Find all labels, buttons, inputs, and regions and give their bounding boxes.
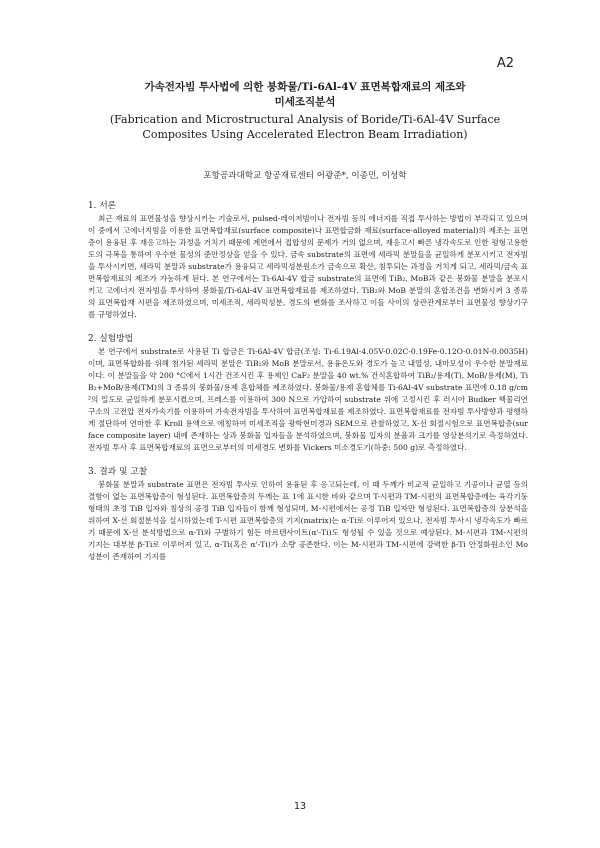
section-heading: 2. 실험방법 (88, 334, 134, 344)
section-heading: 1. 서론 (88, 201, 117, 211)
section-paragraph: 본 연구에서 substrate로 사용된 Ti 합금은 Ti-6Al-4V 합금(조성: Ti-6.19Al-4.05V-0.02C-0.19Fe-0.12O-0.01N-0.0035H)이며, 표면복합화를 위해 첨가된 세라믹 분말은 TiB₂와 MoB 분말로서, 용융온도와 경도가 높고 내열성, 내마모성이 우수한 분말재료이다. 이 분말들을 약 200 °C에서 1시간 건조시킨 후 용제인 CaF₂ 분말을 40 wt.% 건식혼합하여 TiB₂/용제(T), MoB/용제(M), TiB₂+MoB/용제(TM)의 3 종류의 붕화물/용제 혼합체를 제조하였다. 붕화물/용제 혼합체를 Ti-6Al-4V substrate 표면에 0.18 g/cm²의 밀도로 균일하게 분포시켰으며, 프레스를 이용하여 300 N으로 가압하여 substrate 위에 고정시킨 후 러시아 Budker 핵물리연구소의 고전압 전자가속기를 이용하여 가속전자빔을 투사하여 표면복합재료를 제조하였다. 표면복합재료를 전자빔 투사방향과 평행하게 절단하여 연마한 후 Kroll 용액으로 에칭하여 미세조직을 광학현미경과 SEM으로 관찰하였고, X-선 회절시험으로 표면복합층(surface composite layer) 내에 존재하는 상과 붕화물 입자들을 분석하였으며, 붕화물 입자의 분율과 크기를 영상분석기로 측정하였다. 전자빔 투사 후 표면복합재료의 표면으로부터의 미세경도 변화를 Vickers 미소경도기(하중: 500 g)로 측정하였다. (88, 347, 528, 452)
page-id: A2 (496, 56, 514, 71)
title-korean-line2: 미세조직분석 (274, 96, 336, 108)
section-paragraph: 최근 재료의 표면물성을 향상시키는 기술로서, pulsed-레이저빔이나 전자빔 등의 에너지를 직접 투사하는 방법이 부각되고 있으며 이 중에서 고에너지빔을 이용한 표면복합재료(surface composite)나 표면합금화 재료(surface-alloyed material)의 제조는 표면층이 용융된 후 재응고하는 과정을 거치기 때문에 계면에서 접합성의 문제가 거의 없으며, 재응고시 빠른 냉각속도로 인한 평형고용한도의 극복을 통하여 우수한 물성의 준안정상을 얻을 수 있다. 금속 substrate의 표면에 세라믹 분말들을 균일하게 분포시키고 전자빔을 투사시키면, 세라믹 분말과 substrate가 용융되고 세라믹성분원소가 금속으로 확산, 침투되는 과정을 거치게 되고, 세라믹/금속 표면복합재료의 제조가 가능하게 된다. 본 연구에서는 Ti-6Al-4V 합금 substrate의 표면에 TiB₂, MoB과 같은 붕화물 분말을 분포시키고 고에너지 전자빔을 투사하여 붕화물/Ti-6Al-4V 표면복합재료를 제조하였다. TiB₂와 MoB 분말의 혼합조건을 변화시켜 3 종류의 표면복합재 시편을 제조하였으며, 미세조직, 세라믹성분, 경도의 변화를 조사하고 이들 사이의 상관관계로부터 표면물성 향상기구를 규명하였다. (88, 214, 528, 319)
section-heading: 3. 결과 및 고찰 (88, 467, 148, 477)
title-block (70, 80, 540, 142)
section-paragraph: 붕화물 분말과 substrate 표면은 전자빔 투사로 인하여 용융된 후 응고되는데, 이 때 두께가 비교적 균일하고 기공이나 균열 등의 결함이 없는 표면복합층이 형성된다. 표면복합층의 두께는 표 1에 표시한 바와 같으며 T-시편과 TM-시편의 표면복합층에는 육각기둥 형태의 초정 TiB 입자와 침상의 공정 TiB 입자들이 함께 형성되며, M-시편에서는 공정 TiB 입자만 형성된다. 표면복합층의 상분석을 위하여 X-선 회절분석을 실시하였는데 T-시편 표면복합층의 기지(matrix)는 α-Ti로 이루어져 있으나, 전자빔 투사시 냉각속도가 빠르기 때문에 X-선 분석방법으로 α-Ti와 구별하기 힘든 마르텐사이트(α'-Ti)도 형성될 수 있을 것으로 예상된다. M-시편과 TM-시편의 기지는 대부분 β-Ti로 이루어져 있고, α-Ti(혹은 α'-Ti)가 소량 공존한다. 이는 M-시편과 TM-시편에 강력한 β-Ti 안정화원소인 Mo 성분이 존재하여 기지를 (88, 480, 528, 561)
title-english-line2: Composites Using Accelerated Electron Beam Irradiation) (142, 128, 468, 141)
section-results (88, 466, 528, 563)
title-english-line1: (Fabrication and Microstructural Analysis of Boride/Ti-6Al-4V Surface (109, 113, 501, 126)
section-methods (88, 333, 528, 454)
authors-line: 포항공과대학교 항공재료센터 어광준*, 이종민, 이성학 (203, 171, 407, 181)
title-korean-line1: 가속전자빔 투사법에 의한 붕화물/Ti-6Al-4V 표면복합재료의 제조와 (144, 81, 466, 93)
section-introduction (88, 200, 528, 321)
paper-body (88, 200, 528, 575)
page-number: 13 (293, 801, 307, 812)
